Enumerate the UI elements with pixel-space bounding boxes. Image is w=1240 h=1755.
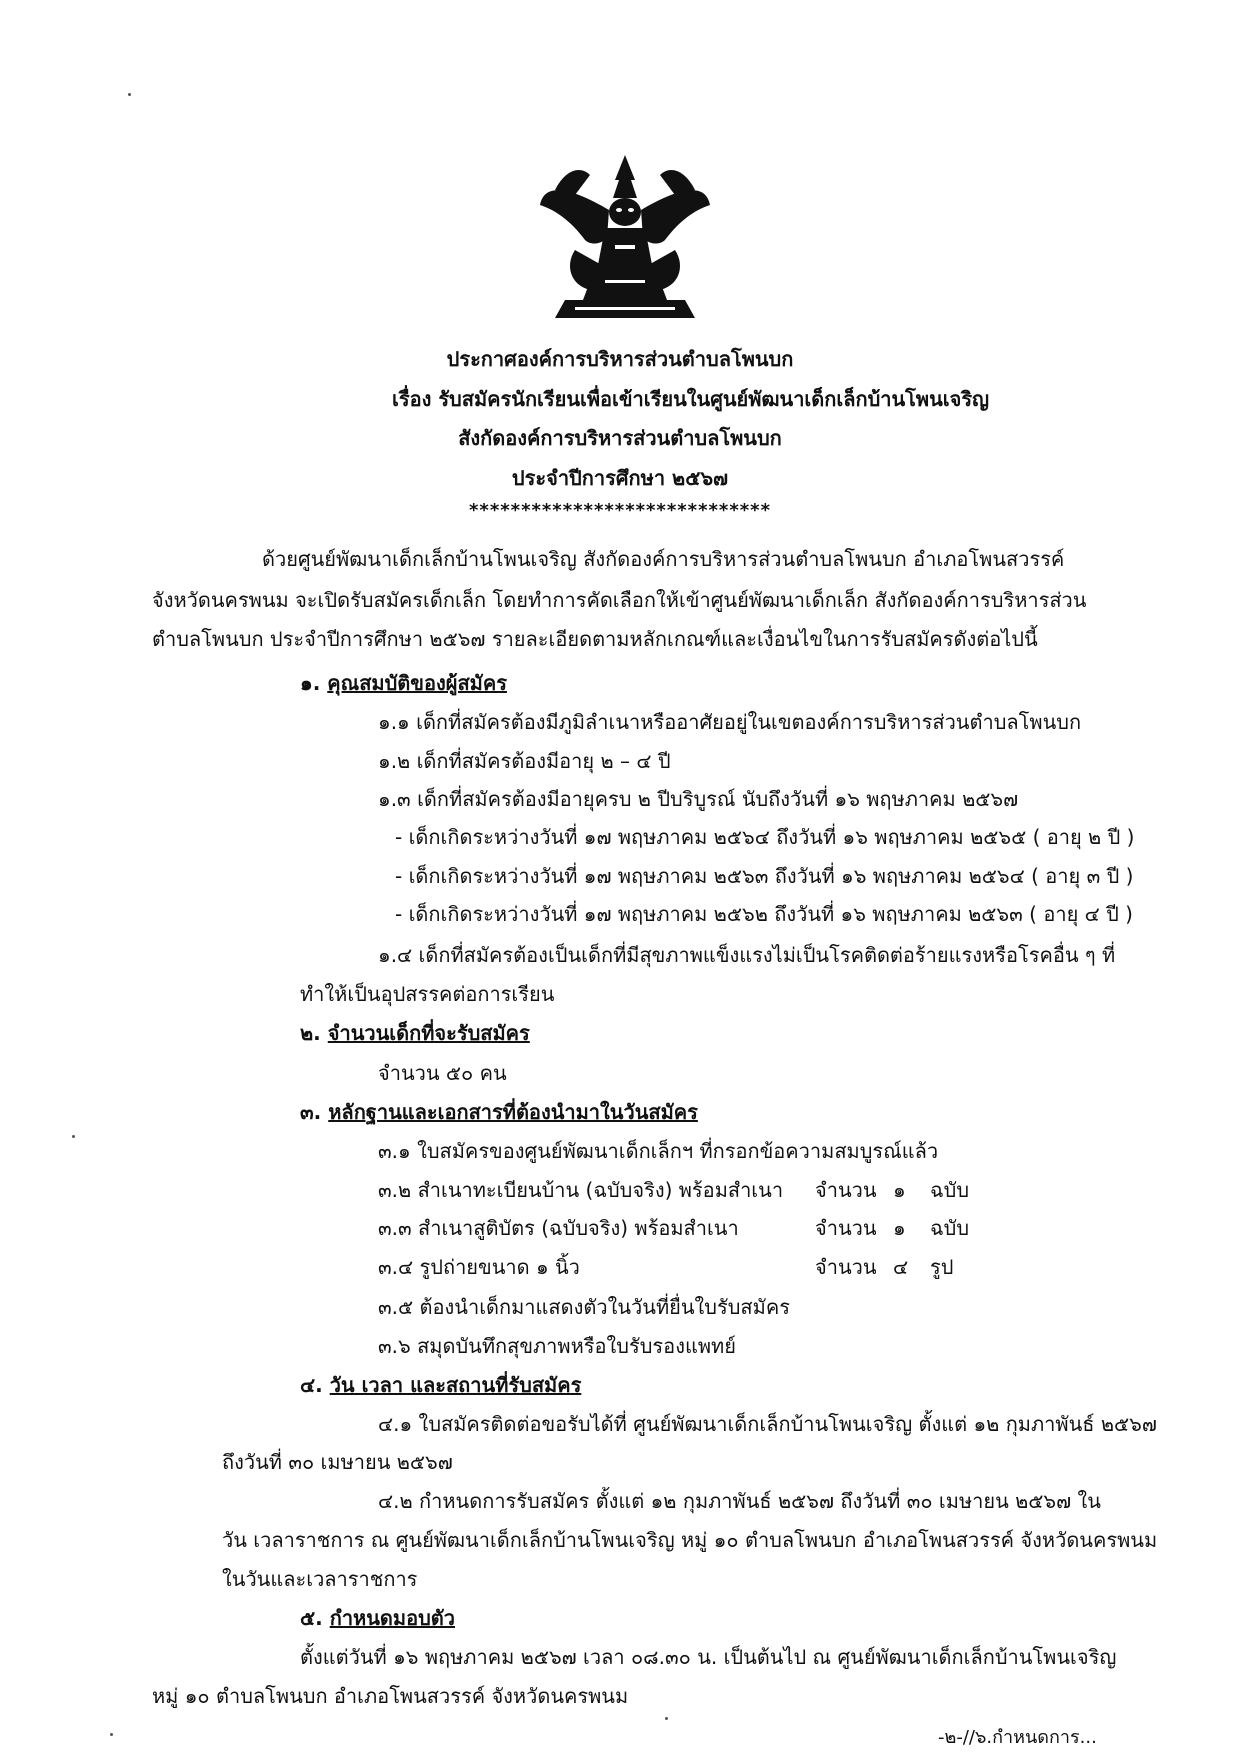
list-item-continued: ในวันและเวลาราชการ [222,1567,418,1591]
quantity-unit: รูป [930,1255,954,1279]
list-item: ๓.๓ สำเนาสูติบัตร (ฉบับจริง) พร้อมสำเนา [378,1216,739,1240]
scan-speck [72,1135,75,1138]
section-title: วัน เวลา และสถานที่รับสมัคร [329,1373,582,1397]
section-heading [300,1019,530,1047]
section-number: ๑. [300,671,321,695]
list-item: ๑.๒ เด็กที่สมัครต้องมีอายุ ๒ – ๔ ปี [378,749,671,773]
section-title: จำนวนเด็กที่จะรับสมัคร [327,1021,530,1045]
section-title: กำหนดมอบตัว [329,1606,455,1630]
quantity-label: จำนวน [815,1178,877,1202]
section-heading [300,1098,698,1126]
section-heading [300,669,507,697]
list-item: ๓.๒ สำเนาทะเบียนบ้าน (ฉบับจริง) พร้อมสำเนา [378,1178,784,1202]
admission-count: จำนวน ๕๐ คน [378,1061,507,1085]
list-item-continued: วัน เวลาราชการ ณ ศูนย์พัฒนาเด็กเล็กบ้านโพนเจริญ หมู่ ๑๐ ตำบลโพนบก อำเภอโพนสวรรค์ จังหวัดนครพนม [222,1528,1158,1552]
list-item: ๑.๓ เด็กที่สมัครต้องมีอายุครบ ๒ ปีบริบูรณ์ นับถึงวันที่ ๑๖ พฤษภาคม ๒๕๖๗ [378,787,1019,811]
section-heading [300,1604,455,1632]
list-item-continued: ถึงวันที่ ๓๐ เมษายน ๒๕๖๗ [222,1450,453,1474]
quantity-value: ๑ [893,1216,906,1240]
list-item: ๓.๖ สมุดบันทึกสุขภาพหรือใบรับรองแพทย์ [378,1334,736,1358]
quantity-value: ๔ [893,1255,909,1279]
section-number: ๔. [300,1373,323,1397]
list-item: ๔.๑ ใบสมัครติดต่อขอรับได้ที่ ศูนย์พัฒนาเด็กเล็กบ้านโพนเจริญ ตั้งแต่ ๑๒ กุมภาพันธ์ ๒๕๖๗ [378,1412,1157,1436]
list-item: ๓.๕ ต้องนำเด็กมาแสดงตัวในวันที่ยื่นใบรับสมัคร [378,1295,790,1319]
announcement-subject: เรื่อง รับสมัครนักเรียนเพื่อเข้าเรียนในศูนย์พัฒนาเด็กเล็กบ้านโพนเจริญ [392,387,990,411]
intro-line: ตำบลโพนบก ประจำปีการศึกษา ๒๕๖๗ รายละเอียดตามหลักเกณฑ์และเงื่อนไขในการรับสมัครดังต่อไปนี้ [152,627,1038,651]
announcement-affiliation: สังกัดองค์การบริหารส่วนตำบลโพนบก [458,426,782,450]
section-heading [300,1371,581,1399]
section-number: ๒. [300,1021,321,1045]
quantity-unit: ฉบับ [930,1178,970,1202]
paragraph-line: ตั้งแต่วันที่ ๑๖ พฤษภาคม ๒๕๖๗ เวลา ๐๘.๓๐ น. เป็นต้นไป ณ ศูนย์พัฒนาเด็กเล็กบ้านโพนเจริญ [300,1645,1117,1669]
list-item: ๓.๔ รูปถ่ายขนาด ๑ นิ้ว [378,1255,580,1279]
announcement-year: ประจำปีการศึกษา ๒๕๖๗ [511,466,729,490]
section-title: หลักฐานและเอกสารที่ต้องนำมาในวันสมัคร [328,1100,698,1124]
quantity-unit: ฉบับ [930,1216,970,1240]
scan-speck [110,1733,113,1736]
list-item: ๓.๑ ใบสมัครของศูนย์พัฒนาเด็กเล็กฯ ที่กรอกข้อความสมบูรณ์แล้ว [378,1139,939,1163]
intro-line: ด้วยศูนย์พัฒนาเด็กเล็กบ้านโพนเจริญ สังกัดองค์การบริหารส่วนตำบลโพนบก อำเภอโพนสวรรค์ [262,547,1065,571]
quantity-label: จำนวน [815,1255,877,1279]
quantity-value: ๑ [893,1178,906,1202]
list-bullet: - เด็กเกิดระหว่างวันที่ ๑๗ พฤษภาคม ๒๕๖๓ ถึงวันที่ ๑๖ พฤษภาคม ๒๕๖๔ ( อายุ ๓ ปี ) [395,864,1134,888]
list-item: ๔.๒ กำหนดการรับสมัคร ตั้งแต่ ๑๒ กุมภาพันธ์ ๒๕๖๗ ถึงวันที่ ๓๐ เมษายน ๒๕๖๗ ใน [378,1489,1101,1513]
separator-stars: ***************************** [469,500,771,521]
scan-speck [128,93,131,96]
scan-speck [665,1717,668,1720]
section-title: คุณสมบัติของผู้สมัคร [327,671,507,695]
list-bullet: - เด็กเกิดระหว่างวันที่ ๑๗ พฤษภาคม ๒๕๖๔ ถึงวันที่ ๑๖ พฤษภาคม ๒๕๖๕ ( อายุ ๒ ปี ) [395,825,1135,849]
announcement-title: ประกาศองค์การบริหารส่วนตำบลโพนบก [446,347,794,371]
list-item: ๑.๑ เด็กที่สมัครต้องมีภูมิลำเนาหรืออาศัยอยู่ในเขตองค์การบริหารส่วนตำบลโพนบก [378,710,1082,734]
list-item-continued: ทำให้เป็นอุปสรรคต่อการเรียน [300,982,555,1006]
intro-line: จังหวัดนครพนม จะเปิดรับสมัครเด็กเล็ก โดยทำการคัดเลือกให้เข้าศูนย์พัฒนาเด็กเล็ก สังกัดองค์การบริหารส่วน [152,588,1087,612]
next-page-reference: -๒-//๖.กำหนดการ... [938,1727,1097,1748]
section-number: ๓. [300,1100,322,1124]
paragraph-line: หมู่ ๑๐ ตำบลโพนบก อำเภอโพนสวรรค์ จังหวัดนครพนม [152,1684,629,1708]
garuda-emblem-icon [535,150,715,320]
list-bullet: - เด็กเกิดระหว่างวันที่ ๑๗ พฤษภาคม ๒๕๖๒ ถึงวันที่ ๑๖ พฤษภาคม ๒๕๖๓ ( อายุ ๔ ปี ) [395,902,1133,926]
section-number: ๕. [300,1606,323,1630]
quantity-label: จำนวน [815,1216,877,1240]
list-item: ๑.๔ เด็กที่สมัครต้องเป็นเด็กที่มีสุขภาพแข็งแรงไม่เป็นโรคติดต่อร้ายแรงหรือโรคอื่น ๆ ที่ [378,943,1116,967]
